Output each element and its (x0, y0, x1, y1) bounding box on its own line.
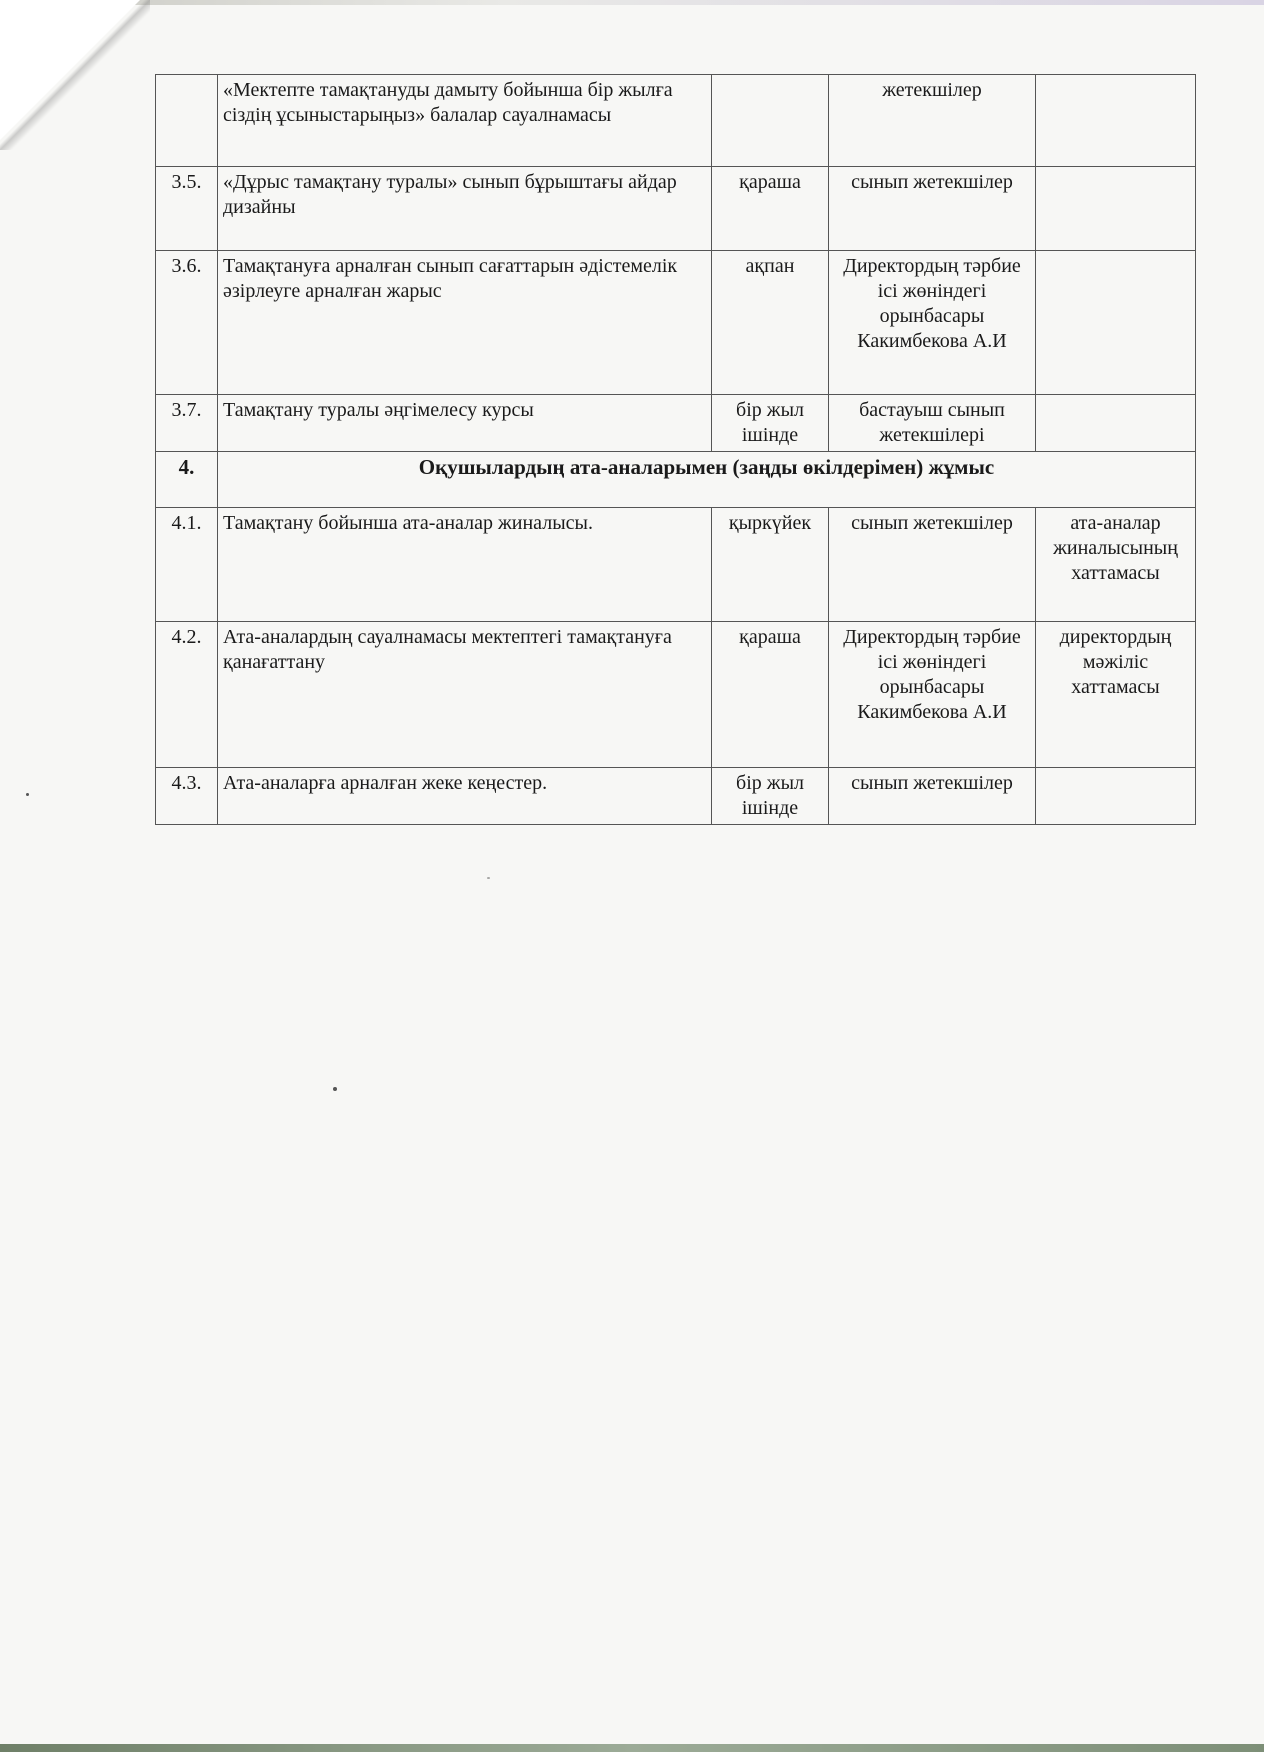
row-number: 3.6. (156, 251, 218, 395)
activity-cell: «Дұрыс тамақтану туралы» сынып бұрыштағы айдар дизайны (218, 167, 712, 251)
report-cell: директордың мәжіліс хаттамасы (1036, 622, 1196, 768)
scan-speck (333, 1087, 337, 1091)
term-cell: бір жыл ішінде (712, 768, 829, 825)
folded-corner-crease (0, 0, 150, 150)
activity-cell: Ата-аналардың сауалнамасы мектептегі тамақтануға қанағаттану (218, 622, 712, 768)
scan-speck (487, 877, 490, 879)
row-number: 4.1. (156, 508, 218, 622)
table-row (156, 622, 1196, 768)
responsible-cell: Директордың тәрбие ісі жөніндегі орынбасары Какимбекова А.И (829, 622, 1036, 768)
table-row (156, 251, 1196, 395)
responsible-cell: бастауыш сынып жетекшілері (829, 395, 1036, 452)
report-cell (1036, 395, 1196, 452)
activity-cell: Ата-аналарға арналған жеке кеңестер. (218, 768, 712, 825)
row-number (156, 75, 218, 167)
activity-cell: Тамақтану бойынша ата-аналар жиналысы. (218, 508, 712, 622)
responsible-cell: сынып жетекшілер (829, 508, 1036, 622)
section-header-row (156, 452, 1196, 508)
page-top-edge (0, 0, 1264, 5)
table-row (156, 395, 1196, 452)
plan-table (155, 74, 1196, 825)
table-row (156, 768, 1196, 825)
scan-speck (26, 793, 29, 796)
activity-cell: «Мектепте тамақтануды дамыту бойынша бір жылға сіздің ұсыныстарыңыз» балалар сауалнамасы (218, 75, 712, 167)
term-cell (712, 75, 829, 167)
row-number: 3.5. (156, 167, 218, 251)
report-cell: ата-аналар жиналысының хаттамасы (1036, 508, 1196, 622)
report-cell (1036, 75, 1196, 167)
table-row (156, 508, 1196, 622)
table-row (156, 75, 1196, 167)
term-cell: қараша (712, 622, 829, 768)
responsible-cell: жетекшілер (829, 75, 1036, 167)
row-number: 4.3. (156, 768, 218, 825)
term-cell: ақпан (712, 251, 829, 395)
report-cell (1036, 251, 1196, 395)
term-cell: қыркүйек (712, 508, 829, 622)
report-cell (1036, 167, 1196, 251)
section-title: Оқушылардың ата-аналарымен (заңды өкілдерімен) жұмыс (218, 452, 1196, 508)
responsible-cell: сынып жетекшілер (829, 768, 1036, 825)
row-number: 3.7. (156, 395, 218, 452)
report-cell (1036, 768, 1196, 825)
term-cell: бір жыл ішінде (712, 395, 829, 452)
page-bottom-edge (0, 1744, 1264, 1752)
term-cell: қараша (712, 167, 829, 251)
section-number: 4. (156, 452, 218, 508)
responsible-cell: Директордың тәрбие ісі жөніндегі орынбасары Какимбекова А.И (829, 251, 1036, 395)
activity-cell: Тамақтану туралы әңгімелесу курсы (218, 395, 712, 452)
activity-cell: Тамақтануға арналған сынып сағаттарын әдістемелік әзірлеуге арналған жарыс (218, 251, 712, 395)
table-row (156, 167, 1196, 251)
responsible-cell: сынып жетекшілер (829, 167, 1036, 251)
row-number: 4.2. (156, 622, 218, 768)
